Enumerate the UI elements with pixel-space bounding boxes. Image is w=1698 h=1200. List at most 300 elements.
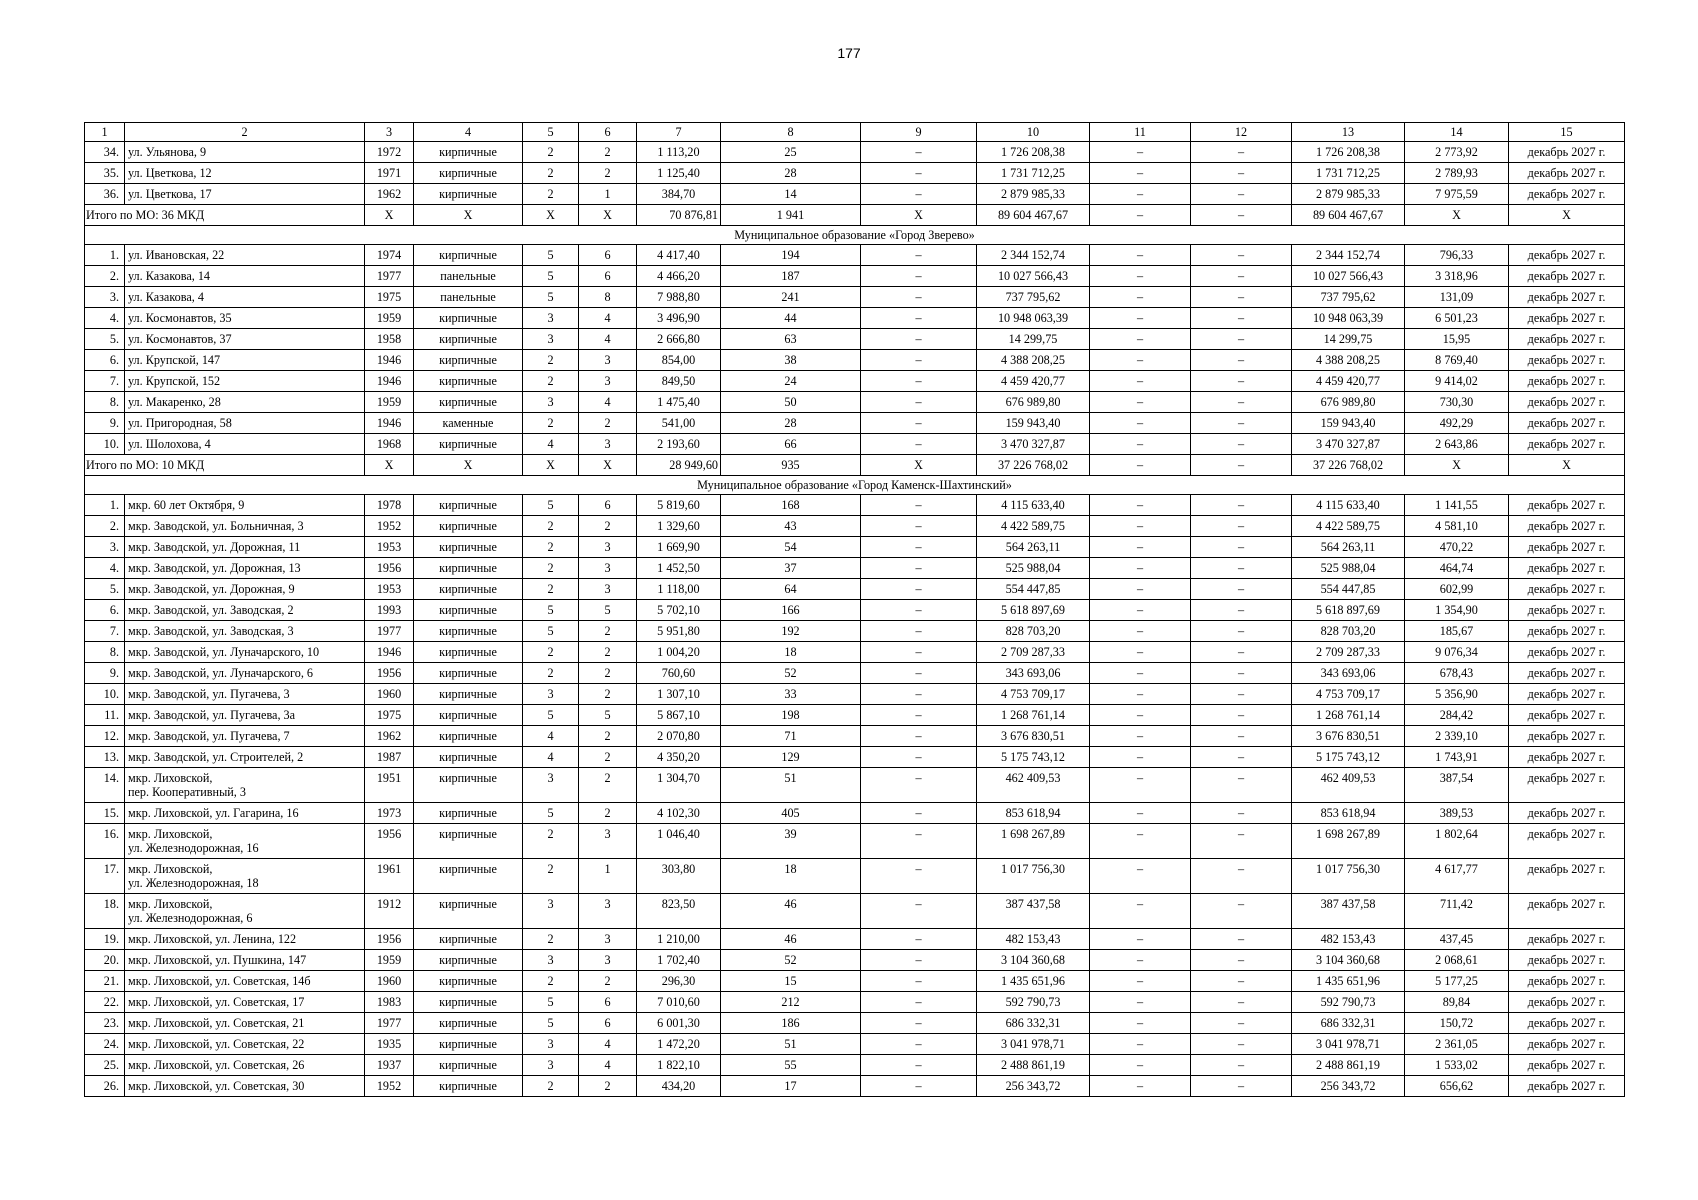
- table-cell: 2: [579, 747, 637, 768]
- table-cell: декабрь 2027 г.: [1509, 537, 1625, 558]
- table-cell: 14 299,75: [1292, 329, 1405, 350]
- table-cell: –: [861, 1055, 977, 1076]
- table-cell: 2: [523, 163, 579, 184]
- table-cell: –: [1191, 245, 1292, 266]
- table-cell: 1 472,20: [637, 1034, 721, 1055]
- table-cell: –: [1191, 537, 1292, 558]
- table-cell: 4 753 709,17: [1292, 684, 1405, 705]
- table-cell: 2: [523, 516, 579, 537]
- table-cell: –: [1090, 1034, 1191, 1055]
- table-cell: 1 726 208,38: [1292, 142, 1405, 163]
- table-cell: 15: [721, 971, 861, 992]
- table-cell: 1937: [365, 1055, 414, 1076]
- table-cell: декабрь 2027 г.: [1509, 558, 1625, 579]
- address-cell: мкр. Лиховской, пер. Кооперативный, 3: [125, 768, 365, 803]
- address-cell: ул. Космонавтов, 35: [125, 308, 365, 329]
- total-cell: X: [579, 205, 637, 226]
- table-cell: –: [1191, 621, 1292, 642]
- table-cell: 1 210,00: [637, 929, 721, 950]
- address-cell: мкр. Заводской, ул. Пугачева, 7: [125, 726, 365, 747]
- table-cell: –: [1090, 621, 1191, 642]
- total-cell: 28 949,60: [637, 455, 721, 476]
- section-header-row: [85, 226, 1625, 245]
- table-cell: 1946: [365, 413, 414, 434]
- row-number: 4.: [85, 558, 125, 579]
- table-cell: 28: [721, 163, 861, 184]
- table-cell: –: [861, 516, 977, 537]
- table-cell: –: [1191, 600, 1292, 621]
- table-cell: 1971: [365, 163, 414, 184]
- table-cell: 5 618 897,69: [1292, 600, 1405, 621]
- table-cell: –: [1090, 371, 1191, 392]
- table-cell: 10 027 566,43: [1292, 266, 1405, 287]
- table-cell: 1 802,64: [1405, 824, 1509, 859]
- table-cell: 4: [579, 1034, 637, 1055]
- table-cell: 7 988,80: [637, 287, 721, 308]
- table-row: [85, 266, 1625, 287]
- table-cell: декабрь 2027 г.: [1509, 1034, 1625, 1055]
- table-cell: 1962: [365, 726, 414, 747]
- table-cell: декабрь 2027 г.: [1509, 287, 1625, 308]
- row-number: 4.: [85, 308, 125, 329]
- table-cell: –: [1191, 184, 1292, 205]
- table-cell: 828 703,20: [977, 621, 1090, 642]
- row-number: 16.: [85, 824, 125, 859]
- table-cell: 2: [523, 371, 579, 392]
- table-cell: 3: [523, 684, 579, 705]
- table-cell: 5: [579, 705, 637, 726]
- table-cell: 1968: [365, 434, 414, 455]
- table-row: [85, 726, 1625, 747]
- table-cell: 2: [523, 558, 579, 579]
- table-cell: 686 332,31: [977, 1013, 1090, 1034]
- table-row: [85, 621, 1625, 642]
- address-cell: мкр. Заводской, ул. Строителей, 2: [125, 747, 365, 768]
- table-cell: 1 268 761,14: [977, 705, 1090, 726]
- table-cell: –: [1191, 894, 1292, 929]
- table-cell: –: [861, 600, 977, 621]
- table-cell: 5: [523, 621, 579, 642]
- table-cell: 4 422 589,75: [1292, 516, 1405, 537]
- total-cell: X: [1509, 455, 1625, 476]
- table-row: [85, 642, 1625, 663]
- column-number-4: 4: [414, 123, 523, 142]
- address-cell: ул. Макаренко, 28: [125, 392, 365, 413]
- table-row: [85, 579, 1625, 600]
- column-number-14: 14: [1405, 123, 1509, 142]
- address-cell: ул. Ульянова, 9: [125, 142, 365, 163]
- table-cell: –: [1090, 537, 1191, 558]
- table-cell: –: [1191, 329, 1292, 350]
- table-cell: –: [1191, 971, 1292, 992]
- table-cell: 150,72: [1405, 1013, 1509, 1034]
- table-cell: –: [1090, 413, 1191, 434]
- table-cell: –: [1090, 859, 1191, 894]
- table-cell: –: [861, 859, 977, 894]
- table-cell: 14 299,75: [977, 329, 1090, 350]
- table-cell: –: [1090, 266, 1191, 287]
- row-number: 9.: [85, 663, 125, 684]
- table-cell: декабрь 2027 г.: [1509, 726, 1625, 747]
- row-number: 26.: [85, 1076, 125, 1097]
- total-row: [85, 455, 1625, 476]
- row-number: 1.: [85, 245, 125, 266]
- address-cell: мкр. Лиховской, ул. Гагарина, 16: [125, 803, 365, 824]
- table-cell: кирпичные: [414, 163, 523, 184]
- table-cell: –: [861, 950, 977, 971]
- table-cell: –: [1090, 329, 1191, 350]
- column-number-6: 6: [579, 123, 637, 142]
- table-cell: 482 153,43: [1292, 929, 1405, 950]
- table-cell: декабрь 2027 г.: [1509, 621, 1625, 642]
- row-number: 35.: [85, 163, 125, 184]
- table-cell: 1953: [365, 537, 414, 558]
- table-cell: декабрь 2027 г.: [1509, 971, 1625, 992]
- table-cell: 3: [579, 537, 637, 558]
- table-cell: 52: [721, 663, 861, 684]
- table-cell: 17: [721, 1076, 861, 1097]
- table-cell: –: [1191, 663, 1292, 684]
- table-cell: 1 726 208,38: [977, 142, 1090, 163]
- table-cell: 828 703,20: [1292, 621, 1405, 642]
- table-cell: 3 041 978,71: [1292, 1034, 1405, 1055]
- row-number: 9.: [85, 413, 125, 434]
- address-cell: ул. Шолохова, 4: [125, 434, 365, 455]
- table-cell: 2: [579, 621, 637, 642]
- table-cell: 1951: [365, 768, 414, 803]
- table-cell: 284,42: [1405, 705, 1509, 726]
- table-cell: 602,99: [1405, 579, 1509, 600]
- column-number-9: 9: [861, 123, 977, 142]
- table-cell: –: [861, 308, 977, 329]
- table-cell: кирпичные: [414, 992, 523, 1013]
- table-cell: 2: [579, 413, 637, 434]
- table-cell: 168: [721, 495, 861, 516]
- total-cell: X: [365, 455, 414, 476]
- table-cell: 3: [579, 579, 637, 600]
- table-cell: 3: [523, 768, 579, 803]
- row-number: 23.: [85, 1013, 125, 1034]
- table-cell: 387,54: [1405, 768, 1509, 803]
- table-cell: 9 076,34: [1405, 642, 1509, 663]
- table-cell: кирпичные: [414, 350, 523, 371]
- table-row: [85, 768, 1625, 803]
- table-cell: 5: [523, 495, 579, 516]
- address-cell: мкр. Заводской, ул. Пугачева, 3а: [125, 705, 365, 726]
- table-row: [85, 1034, 1625, 1055]
- table-cell: 1 822,10: [637, 1055, 721, 1076]
- row-number: 15.: [85, 803, 125, 824]
- table-cell: –: [1090, 768, 1191, 803]
- table-cell: 6 001,30: [637, 1013, 721, 1034]
- table-cell: кирпичные: [414, 824, 523, 859]
- table-cell: кирпичные: [414, 600, 523, 621]
- table-row: [85, 1055, 1625, 1076]
- table-row: [85, 537, 1625, 558]
- table-cell: 3: [579, 950, 637, 971]
- table-cell: 2 879 985,33: [977, 184, 1090, 205]
- table-cell: 1983: [365, 992, 414, 1013]
- table-cell: 1 354,90: [1405, 600, 1509, 621]
- table-cell: кирпичные: [414, 184, 523, 205]
- total-cell: 37 226 768,02: [1292, 455, 1405, 476]
- table-cell: –: [1090, 163, 1191, 184]
- table-cell: 678,43: [1405, 663, 1509, 684]
- table-cell: декабрь 2027 г.: [1509, 642, 1625, 663]
- address-cell: ул. Крупской, 147: [125, 350, 365, 371]
- table-cell: 4: [579, 1055, 637, 1076]
- table-cell: 5: [523, 245, 579, 266]
- table-cell: 64: [721, 579, 861, 600]
- table-cell: кирпичные: [414, 663, 523, 684]
- table-cell: 3: [523, 1055, 579, 1076]
- table-cell: –: [861, 894, 977, 929]
- total-cell: 89 604 467,67: [977, 205, 1090, 226]
- table-cell: декабрь 2027 г.: [1509, 768, 1625, 803]
- table-cell: 1 017 756,30: [1292, 859, 1405, 894]
- table-cell: 1962: [365, 184, 414, 205]
- table-cell: 1 329,60: [637, 516, 721, 537]
- table-cell: 554 447,85: [977, 579, 1090, 600]
- row-number: 17.: [85, 859, 125, 894]
- table-cell: 3: [579, 371, 637, 392]
- table-cell: –: [861, 929, 977, 950]
- table-cell: 711,42: [1405, 894, 1509, 929]
- table-cell: 1 118,00: [637, 579, 721, 600]
- address-cell: мкр. Заводской, ул. Дорожная, 11: [125, 537, 365, 558]
- table-cell: 185,67: [1405, 621, 1509, 642]
- table-cell: 676 989,80: [1292, 392, 1405, 413]
- table-cell: 4 466,20: [637, 266, 721, 287]
- table-cell: 1977: [365, 1013, 414, 1034]
- table-cell: 3: [523, 1034, 579, 1055]
- table-row: [85, 245, 1625, 266]
- table-cell: кирпичные: [414, 747, 523, 768]
- table-cell: 51: [721, 1034, 861, 1055]
- table-cell: –: [861, 642, 977, 663]
- column-number-10: 10: [977, 123, 1090, 142]
- table-cell: 3 676 830,51: [1292, 726, 1405, 747]
- table-cell: –: [1090, 684, 1191, 705]
- table-row: [85, 1076, 1625, 1097]
- table-row: [85, 824, 1625, 859]
- table-cell: 54: [721, 537, 861, 558]
- table-cell: декабрь 2027 г.: [1509, 824, 1625, 859]
- table-cell: –: [861, 726, 977, 747]
- table-cell: 2 879 985,33: [1292, 184, 1405, 205]
- address-cell: мкр. 60 лет Октября, 9: [125, 495, 365, 516]
- table-cell: –: [1191, 413, 1292, 434]
- table-cell: 4 617,77: [1405, 859, 1509, 894]
- address-cell: мкр. Заводской, ул. Заводская, 3: [125, 621, 365, 642]
- row-number: 3.: [85, 537, 125, 558]
- address-cell: ул. Цветкова, 17: [125, 184, 365, 205]
- table-cell: –: [1090, 894, 1191, 929]
- table-cell: 4 753 709,17: [977, 684, 1090, 705]
- table-cell: 2: [523, 824, 579, 859]
- table-cell: 2 709 287,33: [977, 642, 1090, 663]
- table-cell: 166: [721, 600, 861, 621]
- address-cell: мкр. Заводской, ул. Дорожная, 9: [125, 579, 365, 600]
- table-cell: 43: [721, 516, 861, 537]
- table-cell: 1 307,10: [637, 684, 721, 705]
- row-number: 36.: [85, 184, 125, 205]
- table-cell: 2: [523, 642, 579, 663]
- table-cell: 2: [523, 350, 579, 371]
- table-cell: декабрь 2027 г.: [1509, 266, 1625, 287]
- table-cell: –: [861, 579, 977, 600]
- table-cell: 470,22: [1405, 537, 1509, 558]
- table-cell: кирпичные: [414, 537, 523, 558]
- table-cell: 2: [579, 663, 637, 684]
- table-cell: декабрь 2027 г.: [1509, 600, 1625, 621]
- total-cell: X: [1405, 205, 1509, 226]
- table-row: [85, 184, 1625, 205]
- row-number: 6.: [85, 350, 125, 371]
- table-cell: 2: [523, 413, 579, 434]
- address-cell: мкр. Лиховской, ул. Советская, 30: [125, 1076, 365, 1097]
- table-cell: каменные: [414, 413, 523, 434]
- table-cell: 4: [579, 392, 637, 413]
- table-cell: –: [861, 768, 977, 803]
- total-cell: X: [1509, 205, 1625, 226]
- table-cell: декабрь 2027 г.: [1509, 929, 1625, 950]
- table-row: [85, 600, 1625, 621]
- table-cell: –: [1191, 558, 1292, 579]
- table-cell: 1977: [365, 621, 414, 642]
- address-cell: мкр. Лиховской, ул. Железнодорожная, 6: [125, 894, 365, 929]
- table-cell: 10 948 063,39: [1292, 308, 1405, 329]
- table-cell: –: [861, 266, 977, 287]
- table-row: [85, 1013, 1625, 1034]
- table-cell: 212: [721, 992, 861, 1013]
- table-cell: кирпичные: [414, 1013, 523, 1034]
- table-cell: 1: [579, 859, 637, 894]
- table-cell: –: [1090, 495, 1191, 516]
- table-cell: 525 988,04: [1292, 558, 1405, 579]
- total-label: Итого по МО: 36 МКД: [85, 205, 365, 226]
- table-cell: 5 951,80: [637, 621, 721, 642]
- table-cell: 384,70: [637, 184, 721, 205]
- total-cell: 37 226 768,02: [977, 455, 1090, 476]
- table-cell: 1 141,55: [1405, 495, 1509, 516]
- table-cell: кирпичные: [414, 371, 523, 392]
- table-cell: 5: [579, 600, 637, 621]
- table-cell: 389,53: [1405, 803, 1509, 824]
- table-cell: кирпичные: [414, 1055, 523, 1076]
- table-cell: декабрь 2027 г.: [1509, 245, 1625, 266]
- table-cell: 2 344 152,74: [977, 245, 1090, 266]
- table-cell: декабрь 2027 г.: [1509, 163, 1625, 184]
- table-row: [85, 558, 1625, 579]
- table-cell: 853 618,94: [1292, 803, 1405, 824]
- row-number: 13.: [85, 747, 125, 768]
- table-cell: 482 153,43: [977, 929, 1090, 950]
- table-cell: панельные: [414, 266, 523, 287]
- table-cell: 1960: [365, 971, 414, 992]
- table-cell: 4 422 589,75: [977, 516, 1090, 537]
- address-cell: ул. Космонавтов, 37: [125, 329, 365, 350]
- total-cell: –: [1191, 455, 1292, 476]
- table-cell: 2 193,60: [637, 434, 721, 455]
- total-cell: –: [1191, 205, 1292, 226]
- table-cell: кирпичные: [414, 950, 523, 971]
- total-row: [85, 205, 1625, 226]
- table-row: [85, 371, 1625, 392]
- table-cell: декабрь 2027 г.: [1509, 413, 1625, 434]
- table-cell: 564 263,11: [977, 537, 1090, 558]
- table-cell: 823,50: [637, 894, 721, 929]
- table-cell: 6: [579, 266, 637, 287]
- table-cell: 3: [579, 350, 637, 371]
- table-cell: 256 343,72: [1292, 1076, 1405, 1097]
- table-cell: 2: [523, 859, 579, 894]
- total-cell: 70 876,81: [637, 205, 721, 226]
- row-number: 20.: [85, 950, 125, 971]
- table-row: [85, 894, 1625, 929]
- table-cell: кирпичные: [414, 142, 523, 163]
- table-cell: 1960: [365, 684, 414, 705]
- address-cell: мкр. Заводской, ул. Заводская, 2: [125, 600, 365, 621]
- section-header-row: [85, 476, 1625, 495]
- table-cell: 2 070,80: [637, 726, 721, 747]
- table-row: [85, 516, 1625, 537]
- table-cell: 2: [579, 803, 637, 824]
- table-cell: 2 488 861,19: [1292, 1055, 1405, 1076]
- table-cell: 1 731 712,25: [977, 163, 1090, 184]
- table-cell: 187: [721, 266, 861, 287]
- table-cell: –: [1191, 929, 1292, 950]
- table-row: [85, 163, 1625, 184]
- table-cell: 1 435 651,96: [977, 971, 1090, 992]
- table-cell: –: [861, 621, 977, 642]
- column-number-13: 13: [1292, 123, 1405, 142]
- table-row: [85, 350, 1625, 371]
- table-cell: 2 068,61: [1405, 950, 1509, 971]
- table-cell: 2 488 861,19: [977, 1055, 1090, 1076]
- table-cell: 4: [523, 726, 579, 747]
- column-number-row: [85, 123, 1625, 142]
- table-cell: 7 975,59: [1405, 184, 1509, 205]
- table-cell: 5: [523, 266, 579, 287]
- address-cell: мкр. Заводской, ул. Больничная, 3: [125, 516, 365, 537]
- table-cell: декабрь 2027 г.: [1509, 392, 1625, 413]
- table-cell: панельные: [414, 287, 523, 308]
- table-cell: 1953: [365, 579, 414, 600]
- column-number-15: 15: [1509, 123, 1625, 142]
- table-cell: –: [1191, 371, 1292, 392]
- row-number: 24.: [85, 1034, 125, 1055]
- table-cell: 2 773,92: [1405, 142, 1509, 163]
- table-cell: –: [861, 245, 977, 266]
- table-cell: 10 948 063,39: [977, 308, 1090, 329]
- table-cell: 1 046,40: [637, 824, 721, 859]
- table-cell: 3: [579, 929, 637, 950]
- table-cell: 5 618 897,69: [977, 600, 1090, 621]
- table-cell: 5: [523, 705, 579, 726]
- table-cell: 387 437,58: [977, 894, 1090, 929]
- table-cell: кирпичные: [414, 768, 523, 803]
- total-cell: 935: [721, 455, 861, 476]
- row-number: 8.: [85, 392, 125, 413]
- row-number: 14.: [85, 768, 125, 803]
- table-cell: декабрь 2027 г.: [1509, 894, 1625, 929]
- table-cell: –: [1191, 768, 1292, 803]
- total-cell: 1 941: [721, 205, 861, 226]
- table-cell: 737 795,62: [977, 287, 1090, 308]
- table-cell: 3 496,90: [637, 308, 721, 329]
- table-cell: 4 350,20: [637, 747, 721, 768]
